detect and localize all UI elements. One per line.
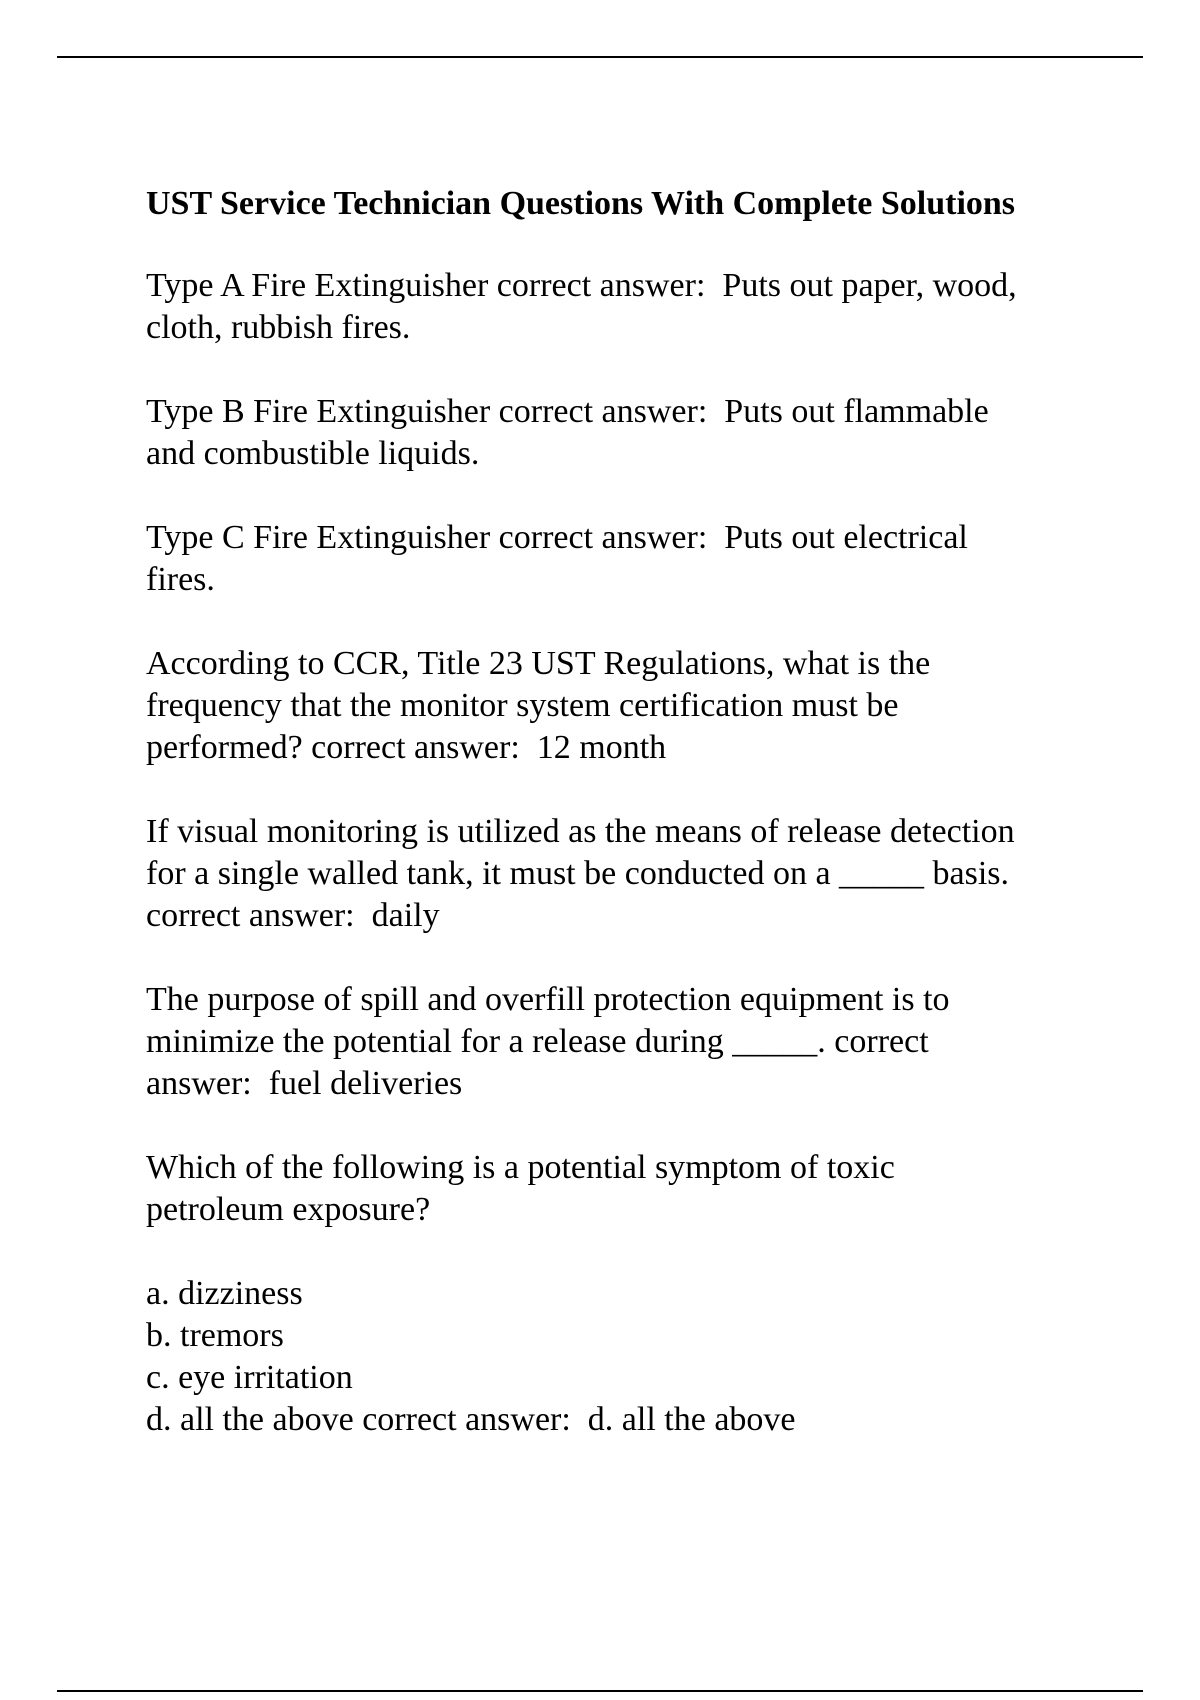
option-a: a. dizziness	[146, 1275, 303, 1312]
qa-line: Type A Fire Extinguisher correct answer: Puts out paper, wood,	[146, 267, 1017, 304]
qa-line: The purpose of spill and overfill protection equipment is to	[146, 981, 950, 1018]
qa-item-visual-monitoring	[146, 811, 1106, 937]
qa-line: for a single walled tank, it must be conducted on a _____ basis.	[146, 855, 1010, 892]
qa-line: answer: fuel deliveries	[146, 1065, 463, 1102]
qa-line: cloth, rubbish fires.	[146, 309, 411, 346]
qa-line: If visual monitoring is utilized as the means of release detection	[146, 813, 1015, 850]
qa-line: and combustible liquids.	[146, 435, 480, 472]
qa-line: Type B Fire Extinguisher correct answer: Puts out flammable	[146, 393, 989, 430]
answer-options	[146, 1273, 1106, 1441]
qa-line: Which of the following is a potential symptom of toxic	[146, 1149, 895, 1186]
qa-line: minimize the potential for a release during _____. correct	[146, 1023, 929, 1060]
option-d: d. all the above correct answer: d. all the above	[146, 1401, 796, 1438]
document-title: UST Service Technician Questions With Complete Solutions	[146, 185, 1016, 222]
option-b: b. tremors	[146, 1317, 284, 1354]
qa-line: correct answer: daily	[146, 897, 440, 934]
bottom-divider	[57, 1690, 1143, 1692]
option-c: c. eye irritation	[146, 1359, 353, 1396]
qa-item-monitor-certification	[146, 643, 1106, 769]
qa-item-type-a	[146, 265, 1106, 349]
document-body	[146, 183, 1106, 1441]
qa-item-toxic-exposure	[146, 1147, 1106, 1231]
top-divider	[57, 56, 1143, 58]
qa-item-type-c	[146, 517, 1106, 601]
qa-line: performed? correct answer: 12 month	[146, 729, 667, 766]
qa-line: frequency that the monitor system certification must be	[146, 687, 899, 724]
qa-line: fires.	[146, 561, 215, 598]
qa-item-type-b	[146, 391, 1106, 475]
qa-line: petroleum exposure?	[146, 1191, 431, 1228]
qa-line: According to CCR, Title 23 UST Regulations, what is the	[146, 645, 931, 682]
qa-item-spill-overfill	[146, 979, 1106, 1105]
qa-line: Type C Fire Extinguisher correct answer: Puts out electrical	[146, 519, 968, 556]
